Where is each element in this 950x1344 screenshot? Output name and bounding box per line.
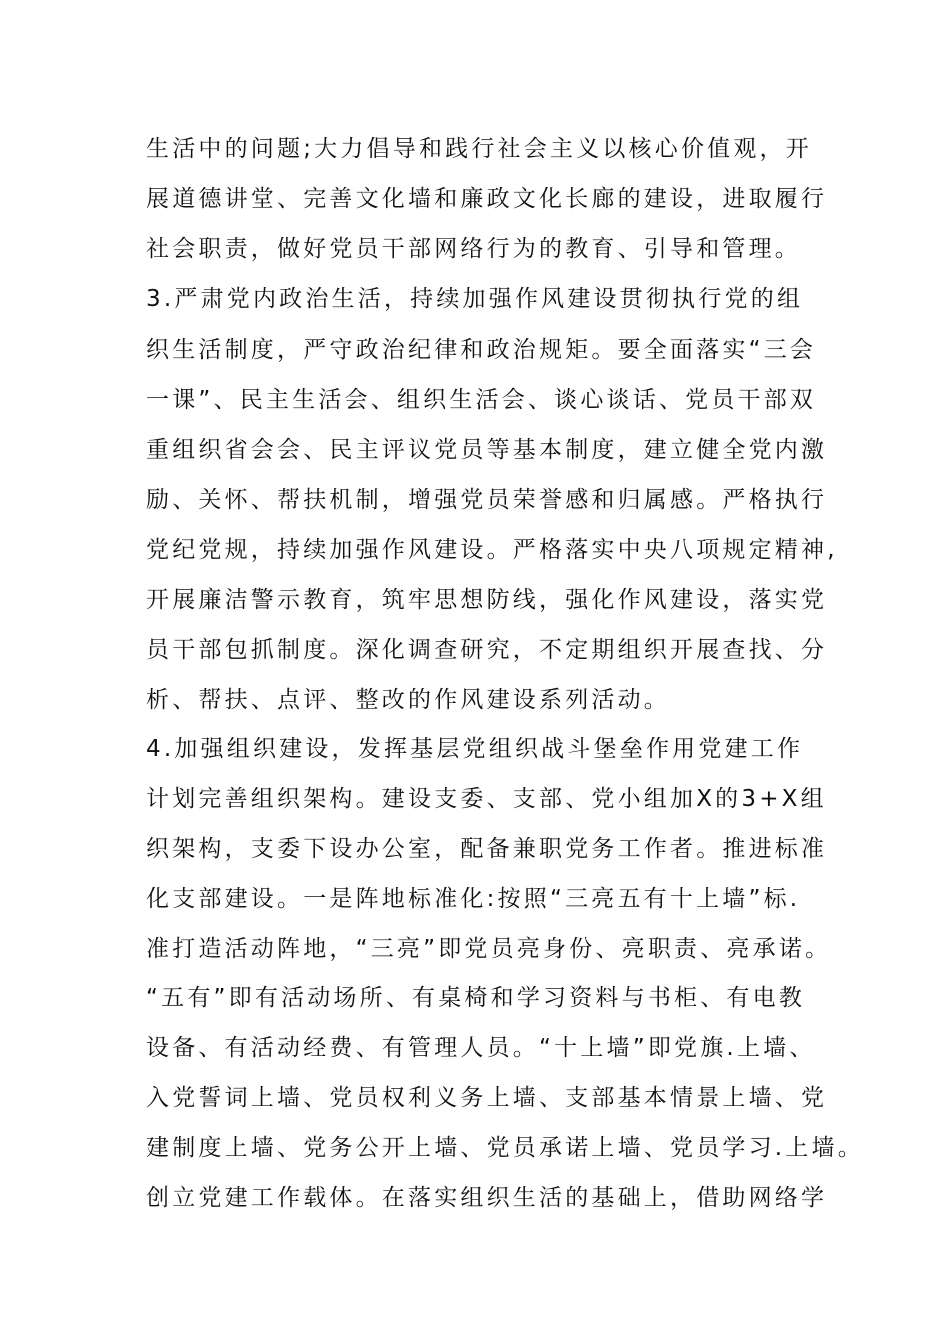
text-line: 一课”、民主生活会、组织生活会、谈心谈话、党员干部双 (146, 387, 817, 413)
text-line: 开展廉洁警示教育，筑牢思想防线，强化作风建设，落实党 (146, 587, 828, 613)
text-line: 励、关怀、帮扶机制，增强党员荣誉感和归属感。严格执行 (146, 487, 828, 513)
text-line: 生活中的问题;大力倡导和践行社会主义以核心价值观，开 (146, 136, 812, 162)
text-line: “五有”即有活动场所、有桌椅和学习资料与书柜、有电教 (146, 985, 806, 1011)
text-line: 织生活制度，严守政治纪律和政治规矩。要全面落实“三会 (146, 337, 817, 363)
text-line: 展道德讲堂、完善文化墙和廉政文化长廊的建设，进取履行 (146, 186, 828, 212)
text-line: 员干部包抓制度。深化调查研究，不定期组织开展查找、分 (146, 637, 828, 663)
text-line: 准打造活动阵地，“三亮”即党员亮身份、亮职责、亮承诺。 (146, 936, 832, 962)
text-line: 社会职责，做好党员干部网络行为的教育、引导和管理。 (146, 236, 801, 262)
text-line: 设备、有活动经费、有管理人员。“十上墙”即党旗.上墙、 (146, 1035, 816, 1061)
text-line: 入党誓词上墙、党员权利义务上墙、支部基本情景上墙、党 (146, 1085, 828, 1111)
text-line: 化支部建设。一是阵地标准化:按照“三亮五有十上墙”标. (146, 886, 801, 912)
text-line: 党纪党规，持续加强作风建设。严格落实中央八项规定精神, (146, 537, 838, 563)
text-line: 织架构，支委下设办公室，配备兼职党务工作者。推进标准 (146, 836, 828, 862)
text-line: 计划完善组织架构。建设支委、支部、党小组加X的3+X组 (146, 786, 827, 812)
text-line: 3.严肃党内政治生活，持续加强作风建设贯彻执行党的组 (146, 286, 804, 312)
text-line: 析、帮扶、点评、整改的作风建设系列活动。 (146, 687, 670, 713)
text-line: 建制度上墙、党务公开上墙、党员承诺上墙、党员学习.上墙。 (146, 1135, 864, 1161)
text-line: 重组织省会会、民主评议党员等基本制度，建立健全党内激 (146, 437, 828, 463)
text-line: 4.加强组织建设，发挥基层党组织战斗堡垒作用党建工作 (146, 736, 804, 762)
text-line: 创立党建工作载体。在落实组织生活的基础上，借助网络学 (146, 1185, 828, 1211)
